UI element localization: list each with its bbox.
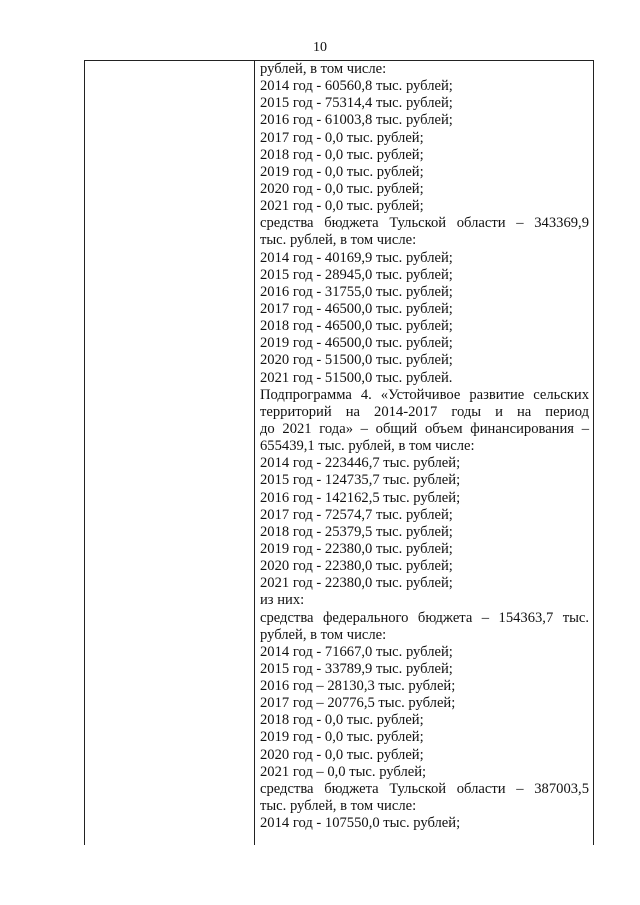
text-line: 2015 год - 28945,0 тыс. рублей;	[260, 266, 453, 283]
text-line: 2014 год - 107550,0 тыс. рублей;	[260, 815, 461, 832]
text-line: 2021 год - 0,0 тыс. рублей;	[260, 198, 424, 215]
text-line: средства бюджета Тульской области – 387003,5	[260, 780, 589, 797]
text-line: 2021 год - 51500,0 тыс. рублей.	[260, 369, 453, 386]
text-line: территорий на 2014-2017 годы и на период	[260, 403, 589, 420]
text-line: 2020 год - 22380,0 тыс. рублей;	[260, 558, 453, 575]
text-line: средства бюджета Тульской области – 343369,9	[260, 215, 589, 232]
text-line: 2019 год - 0,0 тыс. рублей;	[260, 163, 424, 180]
text-line: 2020 год - 0,0 тыс. рублей;	[260, 180, 424, 197]
text-line: 2016 год - 142162,5 тыс. рублей;	[260, 489, 461, 506]
text-line: 2015 год - 124735,7 тыс. рублей;	[260, 472, 461, 489]
table-left-column	[85, 61, 255, 845]
text-line: рублей, в том числе:	[260, 626, 387, 643]
text-line: 2017 год - 46500,0 тыс. рублей;	[260, 300, 453, 317]
text-line: 2016 год – 28130,3 тыс. рублей;	[260, 678, 456, 695]
text-line: тыс. рублей, в том числе:	[260, 232, 417, 249]
text-line: из них:	[260, 592, 305, 609]
table-right-column	[255, 61, 593, 845]
text-line: 2014 год - 60560,8 тыс. рублей;	[260, 78, 453, 95]
text-line: тыс. рублей, в том числе:	[260, 798, 417, 815]
text-line: 2018 год - 25379,5 тыс. рублей;	[260, 523, 453, 540]
text-line: средства федерального бюджета – 154363,7 тыс.	[260, 609, 589, 626]
page-number: 10	[313, 40, 327, 55]
text-line: 655439,1 тыс. рублей, в том числе:	[260, 438, 475, 455]
text-line: Подпрограмма 4. «Устойчивое развитие сельских	[260, 386, 589, 403]
text-line: 2017 год - 0,0 тыс. рублей;	[260, 129, 424, 146]
text-line: 2014 год - 40169,9 тыс. рублей;	[260, 249, 453, 266]
text-line: 2020 год - 0,0 тыс. рублей;	[260, 746, 424, 763]
text-line: 2018 год - 0,0 тыс. рублей;	[260, 712, 424, 729]
financing-table	[84, 60, 594, 845]
text-line: 2015 год - 75314,4 тыс. рублей;	[260, 95, 453, 112]
text-line: 2017 год – 20776,5 тыс. рублей;	[260, 695, 456, 712]
text-line: до 2021 года» – общий объем финансирования –	[260, 420, 589, 437]
text-line: 2014 год - 223446,7 тыс. рублей;	[260, 455, 461, 472]
text-line: 2019 год - 46500,0 тыс. рублей;	[260, 335, 453, 352]
text-line: 2021 год - 22380,0 тыс. рублей;	[260, 575, 453, 592]
text-line: 2018 год - 46500,0 тыс. рублей;	[260, 318, 453, 335]
text-line: 2019 год - 22380,0 тыс. рублей;	[260, 540, 453, 557]
text-line: 2019 год - 0,0 тыс. рублей;	[260, 729, 424, 746]
text-line: 2016 год - 31755,0 тыс. рублей;	[260, 283, 453, 300]
text-line: рублей, в том числе:	[260, 61, 387, 77]
text-line: 2016 год - 61003,8 тыс. рублей;	[260, 112, 453, 129]
text-line: 2018 год - 0,0 тыс. рублей;	[260, 146, 424, 163]
text-line: 2014 год - 71667,0 тыс. рублей;	[260, 643, 453, 660]
text-line: 2020 год - 51500,0 тыс. рублей;	[260, 352, 453, 369]
text-line: 2021 год – 0,0 тыс. рублей;	[260, 763, 427, 780]
text-line: 2017 год - 72574,7 тыс. рублей;	[260, 506, 453, 523]
text-line: 2015 год - 33789,9 тыс. рублей;	[260, 660, 453, 677]
